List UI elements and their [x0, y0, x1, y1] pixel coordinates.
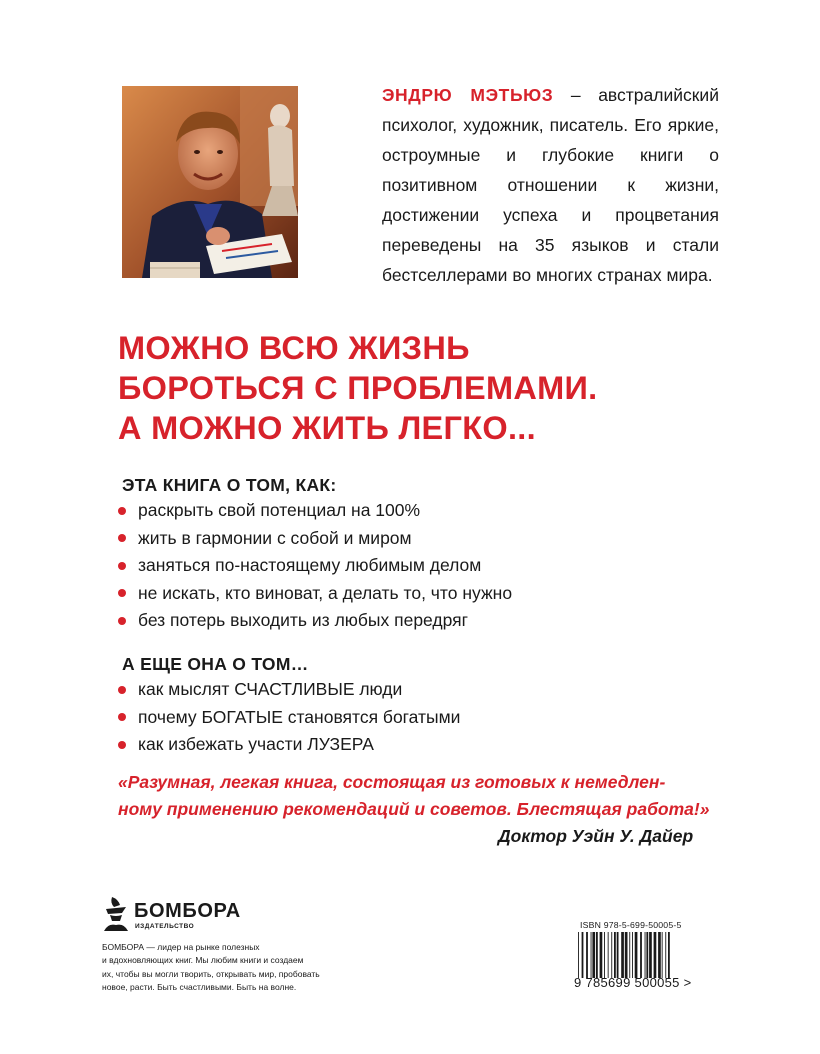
- barcode-bar: [611, 932, 612, 978]
- barcode-bar: [658, 932, 661, 978]
- barcode-bar: [662, 932, 663, 978]
- bullet-icon: [118, 713, 126, 721]
- list-item: как избежать участи ЛУЗЕРА: [118, 731, 460, 759]
- list-item: заняться по-настоящему любимым делом: [118, 552, 512, 580]
- list-item: раскрыть свой потенциал на 100%: [118, 497, 512, 525]
- extra-topics-list: [118, 676, 460, 759]
- headline: [118, 328, 738, 448]
- author-photo: [122, 86, 298, 278]
- barcode-bar: [635, 932, 638, 978]
- benefits-list: [118, 497, 512, 635]
- barcode-bar: [645, 932, 646, 978]
- barcode-bar: [578, 932, 579, 978]
- bullet-icon: [118, 617, 126, 625]
- author-name: ЭНДРЮ МЭТЬЮЗ: [382, 85, 554, 105]
- section-title-also: А ЕЩЕ ОНА О ТОМ…: [122, 654, 309, 674]
- barcode-bar: [621, 932, 624, 978]
- barcode-bar: [646, 932, 648, 978]
- barcode-bar: [582, 932, 584, 978]
- list-item: жить в гармонии с собой и миром: [118, 525, 512, 553]
- headline-line: БОРОТЬСЯ С ПРОБЛЕМАМИ.: [118, 370, 598, 406]
- publisher-subtitle: ИЗДАТЕЛЬСТВО: [135, 923, 195, 930]
- barcode-bar: [632, 932, 633, 978]
- author-bio: [382, 80, 719, 290]
- bullet-icon: [118, 741, 126, 749]
- barcode-bar: [604, 932, 605, 978]
- bullet-icon: [118, 534, 126, 542]
- barcode-bar: [629, 932, 630, 978]
- barcode-digits: 9 785699 500055 >: [574, 975, 692, 990]
- list-item: почему БОГАТЫЕ становятся богатыми: [118, 704, 460, 732]
- barcode-bar: [600, 932, 603, 978]
- barcode-bar: [625, 932, 628, 978]
- barcode-bar: [586, 932, 588, 978]
- bombora-logo-icon: [102, 895, 130, 933]
- bullet-icon: [118, 507, 126, 515]
- bullet-icon: [118, 589, 126, 597]
- publisher-name: БОМБОРА: [134, 900, 241, 922]
- publisher-logo: [102, 895, 242, 935]
- section-title-how: ЭТА КНИГА О ТОМ, КАК:: [122, 475, 337, 495]
- barcode-bar: [592, 932, 595, 978]
- bullet-icon: [118, 562, 126, 570]
- quote-line: «Разумная, легкая книга, состоящая из готовых к немедлен-: [118, 772, 666, 792]
- list-item: без потерь выходить из любых передряг: [118, 607, 512, 635]
- barcode-bar: [608, 932, 609, 978]
- author-portrait-image: [122, 86, 298, 278]
- bullet-icon: [118, 686, 126, 694]
- barcode-image: [576, 932, 702, 978]
- author-bio-text: – австралийский психолог, художник, писатель. Его яркие, остроумные и глубокие книги о позитивном отношении к жизни, достижении успеха и процветания переведены на 35 языков и стали бестселлерами во многих странах мира.: [382, 85, 719, 285]
- quote-author: Доктор Уэйн У. Дайер: [498, 826, 694, 846]
- isbn-label: ISBN 978-5-699-50005-5: [580, 920, 682, 930]
- barcode-bar: [665, 932, 666, 978]
- list-item: не искать, кто виноват, а делать то, что нужно: [118, 580, 512, 608]
- headline-line: МОЖНО ВСЮ ЖИЗНЬ: [118, 330, 470, 366]
- barcode-bar: [617, 932, 619, 978]
- review-quote: [118, 769, 710, 823]
- barcode-bar: [591, 932, 592, 978]
- headline-line: А МОЖНО ЖИТЬ ЛЕГКО...: [118, 410, 536, 446]
- publisher-description: БОМБОРА — лидер на рынке полезных и вдохновляющих книг. Мы любим книги и создаем их, чтобы вы могли творить, открывать мир, пробовать новое, расти. Быть счастливыми. Быть на волне.: [102, 942, 320, 993]
- barcode-bar: [649, 932, 652, 978]
- barcode-bar: [640, 932, 642, 978]
- quote-line: ному применению рекомендаций и советов. Блестящая работа!»: [118, 799, 710, 819]
- barcode-bar: [614, 932, 616, 978]
- barcode-bar: [654, 932, 657, 978]
- barcode-bar: [596, 932, 598, 978]
- list-item: как мыслят СЧАСТЛИВЫЕ люди: [118, 676, 460, 704]
- barcode-bar: [668, 932, 670, 978]
